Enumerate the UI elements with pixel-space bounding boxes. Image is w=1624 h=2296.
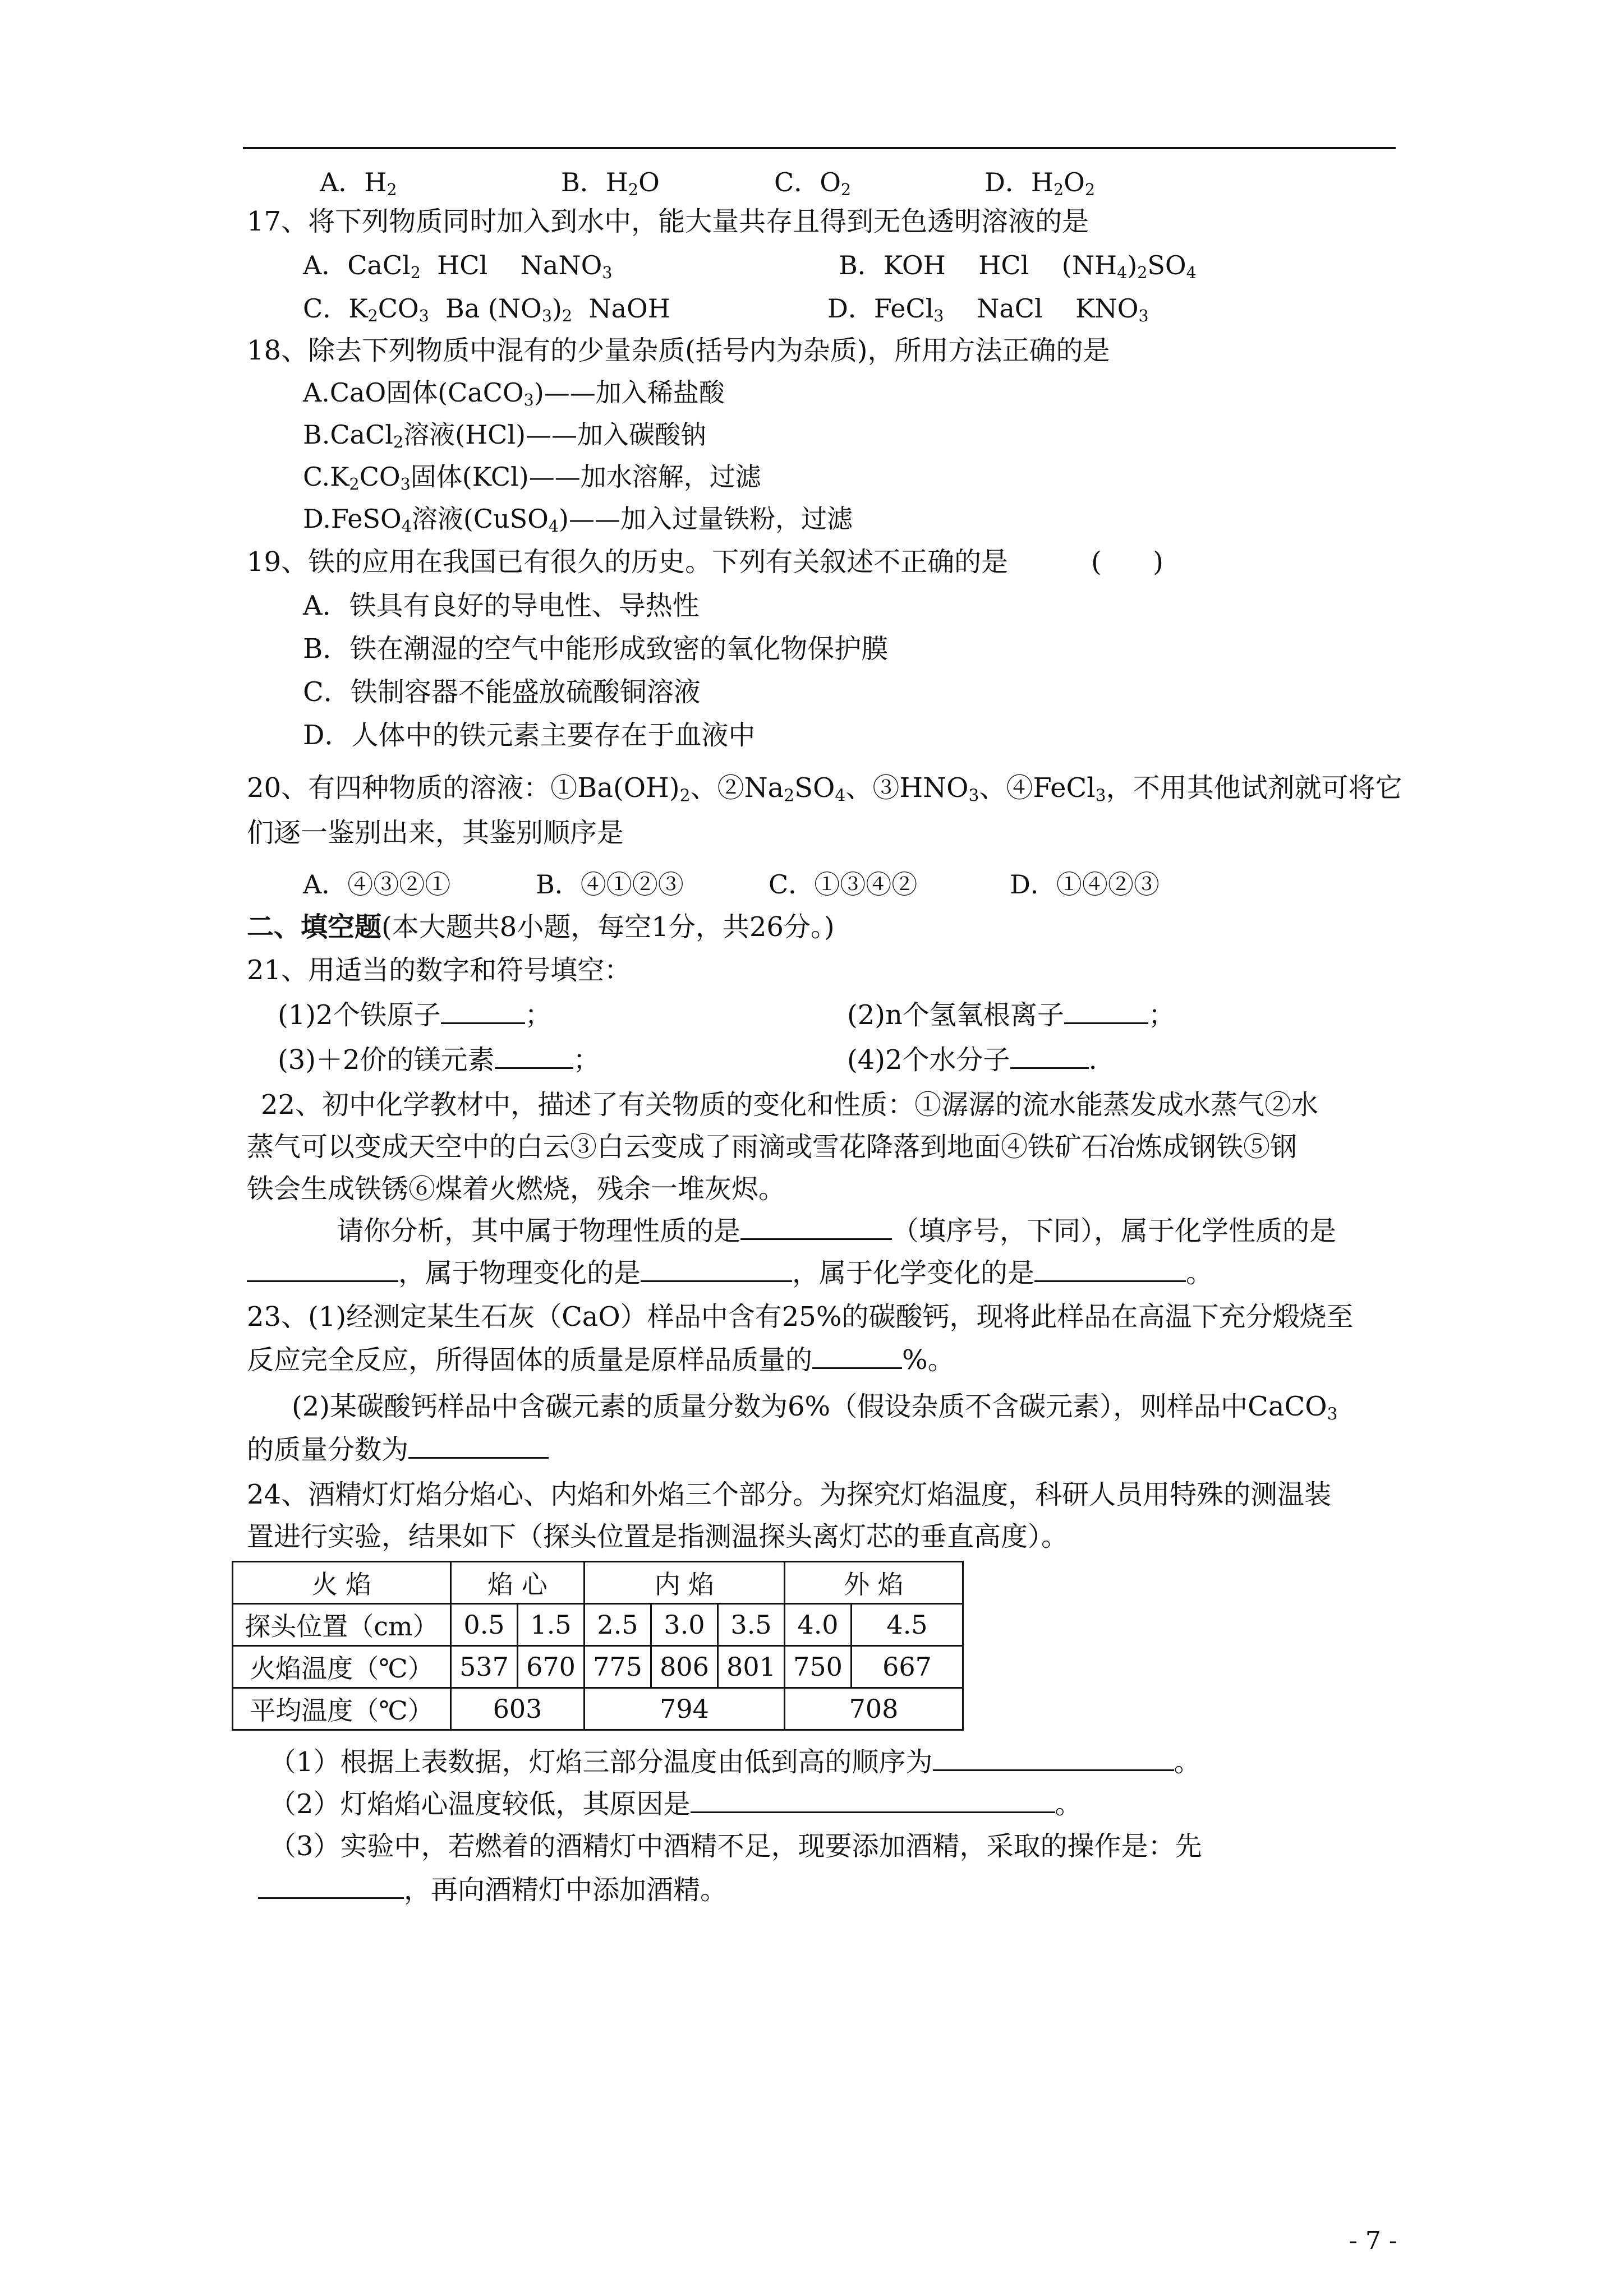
table-cell: 708: [785, 1688, 963, 1730]
table-cell: 750: [785, 1646, 852, 1688]
table-cell: 794: [585, 1688, 785, 1730]
q19-option-c: C．铁制容器不能盛放硫酸铜溶液: [303, 676, 701, 708]
q17-option-a: A．CaCl$_2$ HCl NaNO$_3$: [303, 250, 613, 283]
q23-line2: 反应完全反应，所得固体的质量是原样品质量的 %。: [247, 1344, 955, 1376]
q19-option-b: B．铁在潮湿的空气中能形成致密的氧化物保护膜: [303, 633, 889, 665]
section-title: 二、填空题(本大题共8小题，每空1分，共26分。): [247, 911, 835, 943]
q17-option-d: D．FeCl$_3$ NaCl $KNO_3$: [827, 293, 1149, 326]
table-cell: 537: [451, 1646, 518, 1688]
table-header-inner-core: 焰 心: [451, 1562, 585, 1604]
q23-line3: (2)某碳酸钙样品中含碳元素的质量分数为6%（假设杂质不含碳元素），则样品中CaCO$_3$: [292, 1391, 1338, 1424]
table-cell: 4.5: [852, 1604, 963, 1646]
table-cell: 801: [718, 1646, 785, 1688]
table-cell: 1.5: [518, 1604, 585, 1646]
q20-option-b: B．④①②③: [536, 869, 684, 900]
table-cell: 2.5: [585, 1604, 651, 1646]
q21-part2: (2)n个氢氧根离子 ；: [847, 999, 1175, 1031]
q18-option-d: D.FeSO$_4$溶液(CuSO$_4$)——加入过量铁粉，过滤: [303, 504, 853, 536]
q19-option-a: A．铁具有良好的导电性、导热性: [303, 590, 700, 621]
header-rule: [243, 147, 1396, 149]
flame-temperature-table: [232, 1561, 964, 1731]
q24-part3: （3）实验中，若燃着的酒精灯中酒精不足，现要添加酒精，采取的操作是：先: [269, 1831, 1202, 1862]
q23-line4: 的质量分数为: [247, 1433, 549, 1467]
q16-option-d: D．$H_2O_2$: [984, 167, 1096, 200]
q23-line1: 23、(1)经测定某生石灰（CaO）样品中含有25%的碳酸钙，现将此样品在高温下充分煅烧至: [247, 1301, 1354, 1333]
table-row-label-temperature: 火焰温度（℃）: [233, 1646, 451, 1688]
q19-answer-paren: ( ): [1091, 546, 1163, 578]
table-cell: 3.0: [651, 1604, 718, 1646]
table-cell: 603: [451, 1688, 585, 1730]
q19-option-d: D．人体中的铁元素主要存在于血液中: [303, 720, 756, 751]
q17-option-b: B．KOH HCl $(NH_4)_2SO_4$: [839, 250, 1197, 283]
q16-option-c: C．$O_2$: [774, 167, 852, 200]
page-number: - 7 -: [1349, 2226, 1397, 2255]
q20-stem-line2: 们逐一鉴别出来，其鉴别顺序是: [247, 817, 624, 849]
table-cell: 667: [852, 1646, 963, 1688]
q17-option-c: C．$K_2CO_3$ Ba $(NO_3)_2$ NaOH: [303, 293, 670, 326]
q21-part1: (1)2个铁原子 ；: [278, 999, 552, 1031]
q22-line3: 铁会生成铁锈⑥煤着火燃烧，残余一堆灰烬。: [247, 1173, 786, 1205]
q17-stem: 17、将下列物质同时加入到水中，能大量共存且得到无色透明溶液的是: [247, 206, 1089, 237]
table-cell: 4.0: [785, 1604, 852, 1646]
q24-part2: （2）灯焰焰心温度较低，其原因是 。: [269, 1788, 1082, 1820]
q20-option-a: A．④③②①: [303, 869, 451, 900]
q22-line2: 蒸气可以变成天空中的白云③白云变成了雨滴或雪花降落到地面④铁矿石冶炼成钢铁⑤钢: [247, 1131, 1298, 1163]
q24-line2: 置进行实验，结果如下（探头位置是指测温探头离灯芯的垂直高度）。: [247, 1521, 1069, 1552]
q22-line4: 请你分析，其中属于物理性质的是 （填序号，下同），属于化学性质的是: [337, 1215, 1337, 1247]
q16-option-b: B．$H_2O$: [561, 167, 660, 200]
q20-option-c: C．①③④②: [769, 869, 918, 900]
q22-line1: 22、初中化学教材中，描述了有关物质的变化和性质：①潺潺的流水能蒸发成水蒸气②水: [261, 1089, 1319, 1121]
q20-stem-line1: 20、有四种物质的溶液：$①Ba(OH)_2$、$②Na_2SO_4$、$③HNO_3$、④FeCl$_3$，不用其他试剂就可将它: [247, 772, 1402, 806]
q16-option-a: A．$H_2$: [320, 167, 397, 200]
q19-stem: 19、铁的应用在我国已有很久的历史。下列有关叙述不正确的是: [247, 546, 1009, 578]
table-cell: 3.5: [718, 1604, 785, 1646]
q21-part4: (4)2个水分子 .: [847, 1044, 1097, 1076]
q22-line5: ，属于物理变化的是 ，属于化学变化的是 。: [247, 1256, 1213, 1290]
q18-option-c: $C.K_2CO_3$固体(KCl)——加水溶解，过滤: [303, 462, 761, 494]
q24-part3-continuation: ，再向酒精灯中添加酒精。: [258, 1873, 727, 1907]
table-row-label-average: 平均温度（℃）: [233, 1688, 451, 1730]
q24-line1: 24、酒精灯灯焰分焰心、内焰和外焰三个部分。为探究灯焰温度，科研人员用特殊的测温装: [247, 1479, 1332, 1510]
q20-option-d: D．①④②③: [1010, 869, 1160, 900]
table-header-inner-flame: 内 焰: [585, 1562, 785, 1604]
q21-part3: (3)＋2价的镁元素 ；: [278, 1044, 600, 1076]
table-cell: 0.5: [451, 1604, 518, 1646]
table-cell: 670: [518, 1646, 585, 1688]
table-cell: 806: [651, 1646, 718, 1688]
q21-stem: 21、用适当的数字和符号填空：: [247, 955, 632, 986]
q18-option-a: A.CaO固体(CaCO$_3$)——加入稀盐酸: [303, 377, 725, 410]
q18-stem: 18、除去下列物质中混有的少量杂质(括号内为杂质)，所用方法正确的是: [247, 335, 1110, 366]
table-header-flame: 火 焰: [233, 1562, 451, 1604]
table-cell: 775: [585, 1646, 651, 1688]
table-header-outer-flame: 外 焰: [785, 1562, 963, 1604]
q24-part1: （1）根据上表数据，灯焰三部分温度由低到高的顺序为 。: [269, 1746, 1201, 1778]
table-row-label-position: 探头位置（cm）: [233, 1604, 451, 1646]
q18-option-b: B.CaCl$_2$溶液(HCl)——加入碳酸钠: [303, 419, 707, 452]
